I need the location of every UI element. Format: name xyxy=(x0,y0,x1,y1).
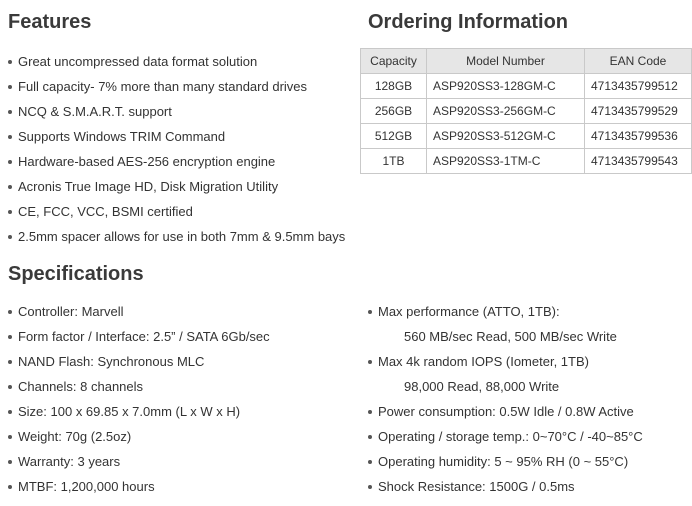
capacity-cell: 1TB xyxy=(361,149,427,174)
features-heading: Features xyxy=(8,11,92,33)
feature-text: Hardware-based AES-256 encryption engine xyxy=(18,154,276,169)
feature-text: NCQ & S.M.A.R.T. support xyxy=(18,104,172,119)
table-row xyxy=(361,99,692,124)
ean-cell: 4713435799543 xyxy=(585,149,692,174)
bullet-icon xyxy=(8,110,12,114)
ean-cell: 4713435799529 xyxy=(585,99,692,124)
spec-item xyxy=(8,474,270,499)
feature-item xyxy=(8,199,345,224)
column-header-ean: EAN Code xyxy=(585,49,692,74)
spec-subitem xyxy=(368,324,643,349)
bullet-icon xyxy=(368,460,372,464)
bullet-icon xyxy=(8,60,12,64)
spec-item xyxy=(368,449,643,474)
capacity-cell: 128GB xyxy=(361,74,427,99)
bullet-icon xyxy=(8,135,12,139)
bullet-icon xyxy=(8,385,12,389)
spec-text: Form factor / Interface: 2.5” / SATA 6Gb/sec xyxy=(18,329,270,344)
feature-text: Great uncompressed data format solution xyxy=(18,54,258,69)
feature-item xyxy=(8,49,345,74)
spec-text: Max performance (ATTO, 1TB): xyxy=(378,304,560,319)
feature-text: Acronis True Image HD, Disk Migration Utility xyxy=(18,179,279,194)
ordering-heading: Ordering Information xyxy=(368,11,568,33)
bullet-icon xyxy=(8,460,12,464)
spec-text: Shock Resistance: 1500G / 0.5ms xyxy=(378,479,575,494)
spec-list-right xyxy=(368,299,643,499)
bullet-icon xyxy=(8,160,12,164)
feature-item xyxy=(8,74,345,99)
feature-text: CE, FCC, VCC, BSMI certified xyxy=(18,204,193,219)
spec-item xyxy=(368,349,643,374)
spec-item xyxy=(8,299,270,324)
spec-item xyxy=(8,424,270,449)
features-list xyxy=(8,49,345,249)
bullet-icon xyxy=(368,435,372,439)
bullet-icon xyxy=(8,235,12,239)
bullet-icon xyxy=(368,410,372,414)
bullet-icon xyxy=(8,485,12,489)
spec-list-left xyxy=(8,299,270,499)
bullet-icon xyxy=(8,185,12,189)
ean-cell: 4713435799512 xyxy=(585,74,692,99)
bullet-icon xyxy=(8,210,12,214)
spec-text: Max 4k random IOPS (Iometer, 1TB) xyxy=(378,354,589,369)
spec-text: Channels: 8 channels xyxy=(18,379,144,394)
model-cell: ASP920SS3-128GM-C xyxy=(427,74,585,99)
spec-text: Size: 100 x 69.85 x 7.0mm (L x W x H) xyxy=(18,404,241,419)
spec-text: Operating humidity: 5 ~ 95% RH (0 ~ 55°C) xyxy=(378,454,629,469)
bullet-icon xyxy=(8,360,12,364)
spec-text: Weight: 70g (2.5oz) xyxy=(18,429,132,444)
spec-item xyxy=(368,474,643,499)
capacity-cell: 256GB xyxy=(361,99,427,124)
bullet-icon xyxy=(8,410,12,414)
bullet-icon xyxy=(8,335,12,339)
spec-item xyxy=(8,399,270,424)
feature-item xyxy=(8,149,345,174)
feature-item xyxy=(8,224,345,249)
feature-text: Full capacity- 7% more than many standard drives xyxy=(18,79,308,94)
bullet-icon xyxy=(368,310,372,314)
spec-item xyxy=(8,449,270,474)
specifications-heading: Specifications xyxy=(8,263,144,285)
spec-item xyxy=(368,424,643,449)
spec-text: Controller: Marvell xyxy=(18,304,124,319)
spec-text: 98,000 Read, 88,000 Write xyxy=(404,379,560,394)
feature-item xyxy=(8,99,345,124)
bullet-icon xyxy=(8,435,12,439)
table-header-row xyxy=(361,49,692,74)
spec-item xyxy=(368,399,643,424)
table-row xyxy=(361,74,692,99)
feature-item xyxy=(8,174,345,199)
spec-subitem xyxy=(368,374,643,399)
ordering-table xyxy=(360,48,692,174)
bullet-icon xyxy=(8,310,12,314)
capacity-cell: 512GB xyxy=(361,124,427,149)
spec-text: Power consumption: 0.5W Idle / 0.8W Active xyxy=(378,404,634,419)
spec-text: 560 MB/sec Read, 500 MB/sec Write xyxy=(404,329,617,344)
feature-text: 2.5mm spacer allows for use in both 7mm & 9.5mm bays xyxy=(18,229,346,244)
spec-item xyxy=(368,299,643,324)
model-cell: ASP920SS3-512GM-C xyxy=(427,124,585,149)
bullet-icon xyxy=(8,85,12,89)
model-cell: ASP920SS3-256GM-C xyxy=(427,99,585,124)
column-header-model: Model Number xyxy=(427,49,585,74)
bullet-icon xyxy=(368,485,372,489)
spec-text: Operating / storage temp.: 0~70°C / -40~85°C xyxy=(378,429,643,444)
spec-text: MTBF: 1,200,000 hours xyxy=(18,479,155,494)
spec-text: NAND Flash: Synchronous MLC xyxy=(18,354,205,369)
table-row xyxy=(361,124,692,149)
spec-text: Warranty: 3 years xyxy=(18,454,121,469)
spec-item xyxy=(8,349,270,374)
column-header-capacity: Capacity xyxy=(361,49,427,74)
bullet-icon xyxy=(368,360,372,364)
feature-item xyxy=(8,124,345,149)
model-cell: ASP920SS3-1TM-C xyxy=(427,149,585,174)
spec-item xyxy=(8,374,270,399)
feature-text: Supports Windows TRIM Command xyxy=(18,129,226,144)
spec-item xyxy=(8,324,270,349)
ean-cell: 4713435799536 xyxy=(585,124,692,149)
table-row xyxy=(361,149,692,174)
